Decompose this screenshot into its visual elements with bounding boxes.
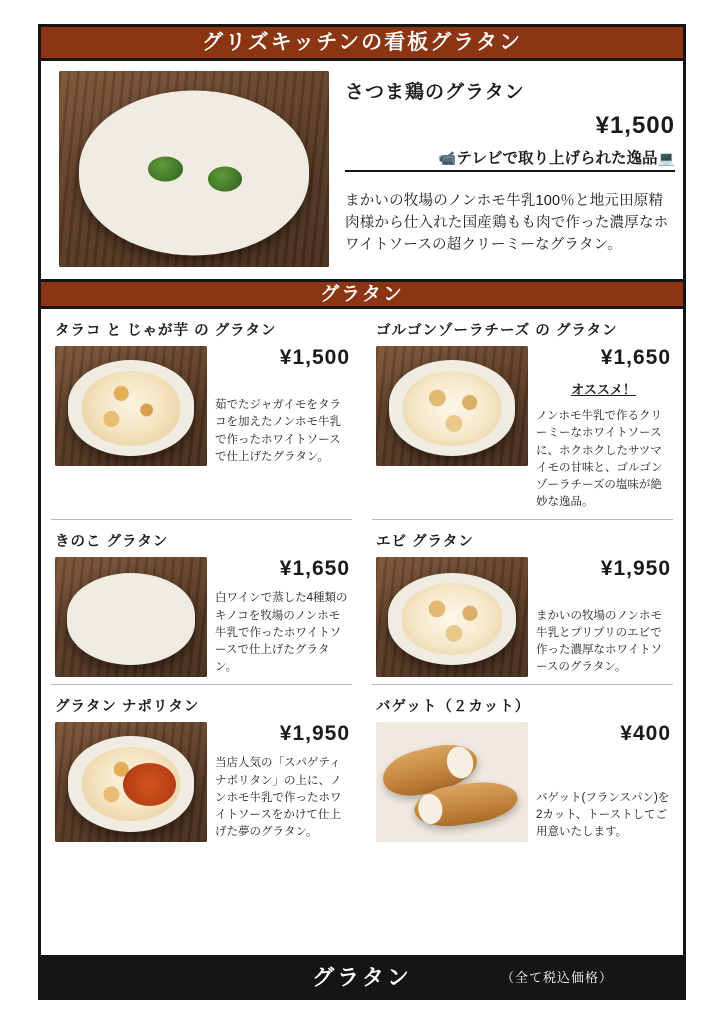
featured-badge-text: テレビで取り上げられた逸品 <box>456 150 658 167</box>
footer-title: グラタン <box>312 964 412 990</box>
item-description: まかいの牧場のノンホモ牛乳とプリプリのエビで作った濃厚なホワイトソースのグラタン。 <box>536 609 663 674</box>
menu-item <box>362 309 683 520</box>
featured-description: まかいの牧場のノンホモ牛乳100％と地元田原精肉様から仕入れた国産鶏もも肉で作った濃厚なホワイトソースの超クリーミーなグラタン。 <box>345 193 669 254</box>
broccoli-icon <box>148 156 183 181</box>
plate <box>79 90 309 255</box>
item-name: ゴルゴンゾーラチーズ の グラタン <box>376 323 618 339</box>
footer-note: （全て税込価格） <box>500 969 613 985</box>
featured-info <box>345 71 675 267</box>
menu-item <box>41 520 362 685</box>
video-camera-icon: 📹 <box>438 150 457 166</box>
item-description: バゲット(フランスパン)を2カット、トーストしてご用意いたします。 <box>536 791 670 839</box>
featured-name: さつま鶏のグラタン <box>345 82 525 103</box>
item-description: ノンホモ牛乳で作るクリーミーなホワイトソースに、ホクホクしたサツマイモの甘味と、ゴルゴンゾーラチーズの塩味が絶妙な逸品。 <box>536 410 663 509</box>
menu-item <box>41 685 362 850</box>
section-title: グラタン <box>41 279 683 309</box>
menu-item <box>362 685 683 850</box>
item-photo <box>376 346 528 466</box>
menu-item <box>362 520 683 685</box>
item-photo <box>55 346 207 466</box>
featured-photo <box>59 71 329 267</box>
gratin-surface <box>402 583 502 655</box>
menu-item <box>41 309 362 520</box>
item-photo <box>55 557 207 677</box>
item-name: バゲット（２カット） <box>376 698 531 715</box>
item-price: ¥1,650 <box>279 556 350 580</box>
item-photo <box>376 722 528 842</box>
item-price: ¥1,650 <box>600 346 671 369</box>
gratin-surface <box>104 109 283 238</box>
recommend-badge: オススメ！ <box>571 382 636 398</box>
footer <box>41 955 683 997</box>
plate <box>68 360 194 456</box>
gratin-surface <box>403 371 501 446</box>
item-price: ¥1,500 <box>279 346 350 369</box>
page-title: グリズキッチンの看板グラタン <box>41 27 683 61</box>
gratin-surface <box>82 371 180 446</box>
item-price: ¥400 <box>620 721 671 745</box>
broccoli-icon <box>208 166 243 191</box>
item-name: きのこ グラタン <box>55 533 169 550</box>
item-price: ¥1,950 <box>279 721 350 745</box>
item-name: タラコ と じゃが芋 の グラタン <box>55 323 277 339</box>
item-name: グラタン ナポリタン <box>55 698 200 715</box>
menu-item-grid <box>41 309 683 850</box>
menu-page <box>38 24 686 1000</box>
featured-item <box>41 61 683 279</box>
item-description: 白ワインで蒸した4種類のキノコを牧場のノンホモ牛乳で作ったホワイトソースで仕上げたグラタン。 <box>215 592 348 674</box>
bread-crumb <box>416 792 444 825</box>
item-photo <box>55 722 207 842</box>
gratin-surface <box>81 583 181 655</box>
item-description: 当店人気の「スパゲティ ナポリタン」の上に、ノンホモ牛乳で作ったホワイトソースをかけて仕上げた夢のグラタン。 <box>215 757 342 839</box>
plate <box>389 360 515 456</box>
item-description: 茹でたジャガイモをタラコを加えたノンホモ牛乳で作ったホワイトソースで仕上げたグラタン。 <box>215 399 342 463</box>
tv-screen-icon: 💻 <box>657 150 675 166</box>
plate <box>67 573 195 665</box>
featured-badge <box>345 146 675 172</box>
plate <box>388 573 516 665</box>
featured-price: ¥1,500 <box>595 112 675 139</box>
item-name: エビ グラタン <box>376 533 474 550</box>
item-price: ¥1,950 <box>600 556 671 580</box>
plate <box>68 736 194 832</box>
item-photo <box>376 557 528 677</box>
